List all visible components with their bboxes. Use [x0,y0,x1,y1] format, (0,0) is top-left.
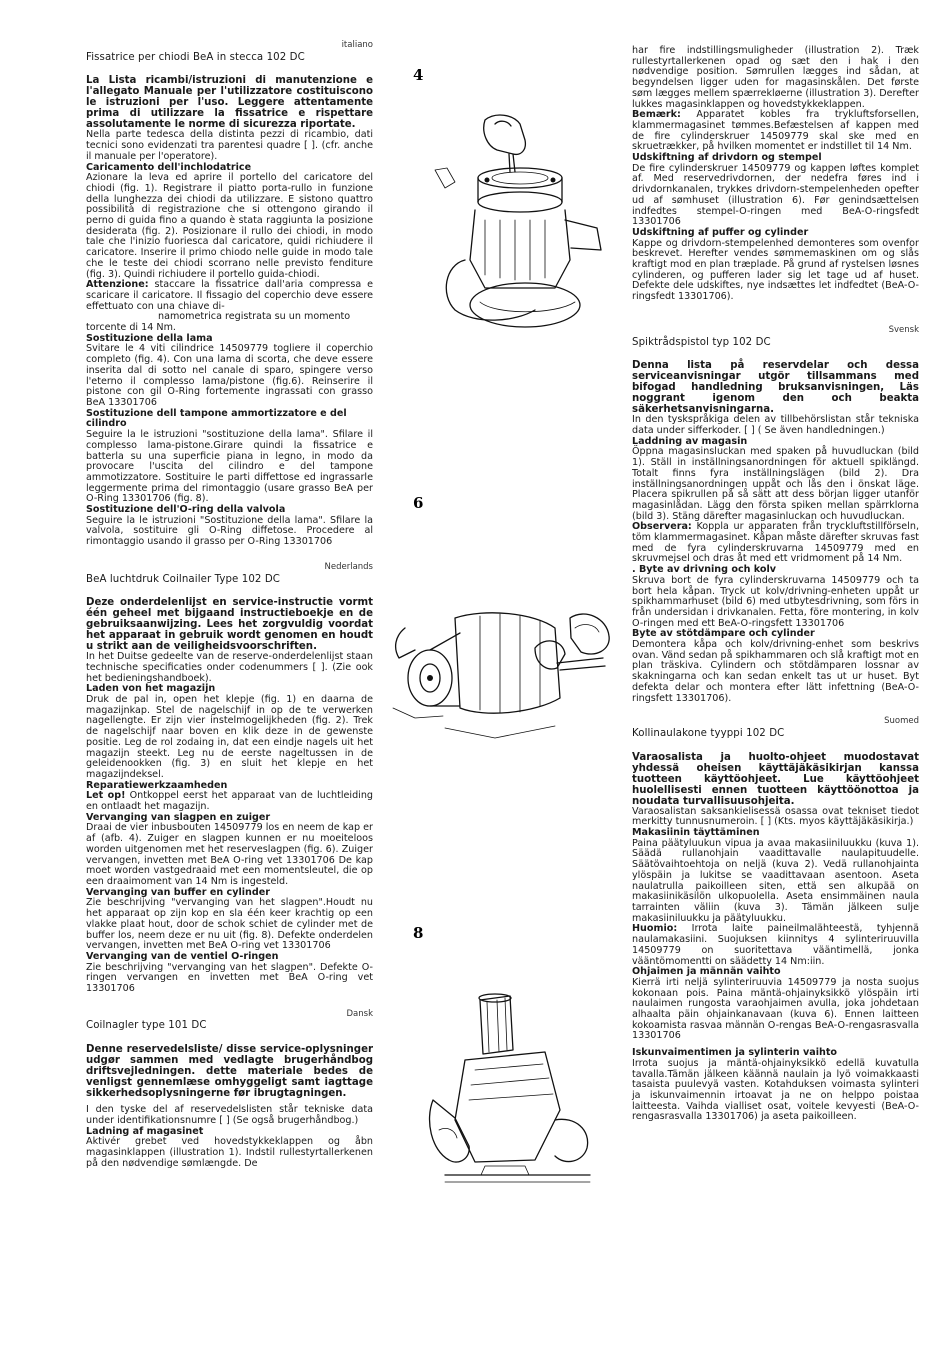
nailer-cover-removal-illustration [425,110,605,340]
heading: Caricamento dell'inchlodatrice [86,161,252,173]
paragraph: torcente di 14 Nm. [86,322,176,334]
section-svensk [632,325,919,704]
section-title: Kollinaulakone tyyppi 102 DC [632,727,785,739]
heading: Laden von het magazijn [86,683,216,695]
paragraph: I den tyske del af reservedelslisten står tekniske data under identifikationsnumre [ ] (Se også brugerhåndbog.) [86,1104,373,1126]
paragraph: Zie beschrijving "vervanging van het slagpen". Defekte O-ringen vervangen en invetten met BeA O-ring vet 13301706 [86,961,373,995]
heading: Iskunvaimentimen ja sylinterin vaihto [632,1047,837,1059]
spacer [632,303,919,325]
figure-number-6: 6 [413,494,424,512]
note-label: Bemærk: [632,109,681,121]
warning-paragraph [86,280,373,312]
intro-paragraph: La Lista ricambi/istruzioni di manutenzione e l'allegato Manuale per l'utilizzatore costituiscono le istruzioni per l'uso. Leggere attentamente prima di utilizzare la fissatrice e rispettare assolutamente le norme di sicurezza riportate. [86,75,373,131]
intro-paragraph: Denna lista på reservdelar och dessa serviceanvisningar utgör tillsammans med bifogad handledning bruksanvisningen, Läs noggrant igenom den och beakta säkerhetsanvisningarna. [632,360,919,416]
paragraph: Draai de vier inbusbouten 14509779 los en neem de kap er af (afb. 4). Zuiger en slagpen kunnen er nu moeiteloos worden uitgenomen met het reserveslagpen (fig. 6). Zuiger vervangen, invetten met BeA O-ring vet 13301706 De kap moet worden vastgedraaid met een momentsleutel, die op een draaimoment van 14 Nm is ingesteld. [86,822,373,887]
heading: Sostituzione dell'O-ring della valvola [86,504,286,516]
right-column [632,46,919,1123]
paragraph: Kierrä irti neljä sylinteriruuvia 14509779 ja nosta suojus kokonaan pois. Paina mäntä-ohjainyksikkö ylöspäin irti naulaimen rungosta varaohjaimen avulla, joka johdetaan alhaalta päin ohjainkanavaan (kuva 6). Ennen laitteen kokoamista rasvaa männän O-rengas BeA-O-rengasrasvalla 13301706 [632,976,919,1042]
language-label: Svensk [888,324,919,335]
figure-number-8: 8 [413,924,424,942]
paragraph: Aktivér grebet ved hovedstykkeklappen og åbn magasinklappen (illustration 1). Indstil rullestyrtallerkenen på den nødvendige sømlængde. De [86,1136,373,1169]
section-suomi [632,716,919,1123]
heading: Ohjaimen ja männän vaihto [632,966,781,978]
note-text: Irrota laite paineilmalähteestä, tyhjennä naulamakasiini. Suojuksen kiinnitys 4 sylinteriruuvilla 14509779 on suoritettava vääntimellä, jonka vääntömomentti on säädetty 14 Nm:iin. [632,923,919,967]
paragraph: Paina päätyluukun vipua ja avaa makasiiniluukku (kuva 1). Säädä rullanohjain vaadittavalle naulapituudelle. Säätövaihtoehtoja on neljä (kuva 2). Vedä rullanohjainta ylöspäin ja lukitse se vaadittavaan asentoon. Aseta naulatrulla paikoilleen siten, että sen alkupää on makasiinikäsilön ulkopuolella. Aseta ensimmäinen naula tarrainten väliin (kuva 3). Tämän jälkeen sulje makasiiniluukku ja päätyluukku. [632,837,919,924]
note-paragraph [632,110,919,153]
intro-paragraph: Varaosalista ja huolto-ohjeet muodostavat yhdessä oheisen käyttäjäkäsikirjan kanssa tuotteen käyttöohjeet. Lue käyttöohjeet huolellisesti ennen tuotteen käyttöönottoa ja noudata turvallisuusohjeita. [632,751,919,807]
section-title: Spiktrådspistol typ 102 DC [632,336,771,348]
paragraph: In het Duitse gedeelte van de reserve-onderdelenlijst staan technische specificaties onder codenummers [ ]. (Zie ook het bedieningshandboek). [86,651,373,684]
heading: Sostituzione dell tampone ammortizzatore e del cilindro [86,407,347,430]
figure-column [385,40,615,1340]
section-nederlands [86,562,373,995]
paragraph: Irrota suojus ja mäntä-ohjainyksikkö edellä kuvatulla tavalla.Tämän jälkeen käännä naulain ja lyö voimakkaasti tasaista puulevyä vasten. Kotahduksen voimasta sylinteri ja iskunvaimennin irtoavat ja ne on helppo poistaa laitteesta. Vaihda vialliset osat, voitele kevyesti (BeA-O-rengasrasvalla 13301706) ja aseta paikoilleen. [632,1057,919,1123]
warning-label: Attenzione: [86,279,149,291]
heading: Sostituzione della lama [86,332,213,344]
spacer [86,548,373,562]
paragraph: Zie beschrijving "vervanging van het slagpen".Houdt nu het apparaat op zijn kop en sla één keer krachtig op een vlakke plaat hout, door de schok schiet de cylinder met de buffer los, neem deze er nu uit (fig. 8). Defekte onderdelen vervangen, invetten met BeA O-ring vet 13301706 [86,897,373,952]
note-label: Observera: [632,521,692,533]
intro-paragraph: Denne reservedelsliste/ disse service-oplysninger udgør sammen med vedlagte brugerhåndbog driftsvejledningen. dette materiale bedes de venligst gennemlæse omhyggeligt samt iagttage sikkerhedsoplysningerne før ibrugtagningen. [86,1044,373,1100]
heading: Vervanging van slagpen en zuiger [86,811,271,823]
paragraph: Seguire la le istruzioni "sostituzione della lama". Sfilare il complesso lama-pistone.Girare quindi la fissatrice e batterla su una superficie piana in legno, in modo da provocare l'uscita del cilindro e del tampone ammotizzatore. Sostituire le parti diffettose ed ingrassarle leggermente prima del rimontaggio (usare grasso BeA per O-Ring 13301706 (fig. 8). [86,429,373,505]
note-text: Koppla ur apparaten från tryckluftstillförseln, töm klammermagasinet. Kåpan måste därefter skruvas fast med de fyra cylinderskruvarna 14509779 med en skruvmejsel och dras åt med ett vridmoment på 14 Nm. [632,521,919,565]
language-label: italiano [341,40,373,50]
heading: Reparatiewerkzaamheden [86,779,228,791]
section-dansk [86,1009,373,1170]
warning-text: staccare la fissatrice dall'aria compressa e scaricare il caricatore. Il fissagio del coperchio deve essere effettuato con una chiave di- [86,279,373,312]
indented-line: namometrica registrata su un momento [158,311,351,323]
spacer [632,704,919,716]
section-title: BeA luchtdruk Coilnailer Type 102 DC [86,573,280,585]
paragraph: Öppna magasinsluckan med spaken på huvudluckan (bild 1). Ställ in inställningsanordningen för aktuell spiklängd. Totalt finns fyra inställningslägen (bild 2). Dra inställningsanordningen uppåt och lås den i önskat läge. Placera spikrullen på så sätt att dess början ligger utanför magasinlådan. Lägg den första spiken mellan spärrklorna (bild 3). Stäng därefter magasinluckan och huvudluckan. [632,446,919,522]
warning-text: Ontkoppel eerst het apparaat van de luchtleiding en ontlaadt het magazijn. [86,790,373,813]
heading: Udskiftning af puffer og cylinder [632,226,809,238]
driver-piston-removal-illustration [385,588,615,758]
spacer [86,995,373,1009]
figure-number-4: 4 [413,66,424,84]
warning-paragraph [86,791,373,812]
heading: . Byte av drivning och kolv [632,564,777,576]
warning-label: Let op! [86,790,126,802]
intro-paragraph: Deze onderdelenlijst en service-instructie vormt één geheel met bijgaand instructieboekje en de gebruiksaanwijzing. Lees het zorgvuldig voordat het apparaat in gebruik wordt genomen en houdt u strikt aan de veiligheidsvoorschriften. [86,597,373,653]
paragraph: har fire indstillingsmuligheder (illustration 2). Træk rullestyrtallerkenen opad og sæt den i hak i den nødvendige position. Sømrullen lægges ind sådan, at begyndelsen ligger uden for magasinskålen. Det første søm lægges mellem spærrekløerne (illustration 3). Derefter lukkes magasinklappen og hovedstykkeklappen. [632,45,919,110]
paragraph: Druk de pal in, open het klepje (fig. 1) en daarna de magazijnkap. Stel de nagelschijf in op de te verwerken nagellengte. Er zijn vier instelmogelijkheden (fig. 2). Trek de nagelschijf naar boven en klik deze in de gewenste positie. Leg de rol zodaing in, dat een eindje nagels uit het magazijn steekt. Leg nu de eerste nageltussen in de geleidenookken (fig. 3) en sluit het klepje en het magazijndeksel. [86,694,373,780]
paragraph: In den tyskspråkiga delen av tillbehörslistan står tekniska data under sifferkoder. [ ] ( Se även handledningen.) [632,414,919,436]
paragraph: Azionare la leva ed aprire il portello del caricatore del chiodi (fig. 1). Registrare il piatto porta-rullo in funzione della lunghezza dei chiodi da utilizzare. E sistono quattro possibilità di registrazione che si ottengono girando il perno di guida fino a quando è stata raggiunta la posizione desiderata (fig. 2). Posizionare il rullo dei chiodi, in modo tale che l'inizio fuoriesca dal caricatore, quidi richiudere il caricatore. Inserire il primo chiodo nelle guide in modo tale che le teste dei chiodi scorrano nelle previsto fenditure (fig. 3). Quindi richiudere il portello guida-chiodi. [86,172,373,280]
paragraph: De fire cylinderskruer 14509779 og kappen løftes komplet af. Med reservedrivdornen, der nedefra føres ind i drivdornkanalen, trykkes drivdorn-stempelenheden opefter ud af sømhuset (illustration 6). Før genindsættelsen indfedtes stempel-O-ringen med BeA-O-ringsfedt 13301706 [632,162,919,228]
language-label: Dansk [346,1008,373,1019]
heading: Vervanging van de ventiel O-ringen [86,950,279,962]
section-title: Coilnagler type 101 DC [86,1020,207,1032]
paragraph: Svitare le 4 viti cilindrice 14509779 togliere il coperchio completo (fig. 4). Con una lama di scorta, che deve essere inserita dal di sotto nel canale di sparo, spingere verso l'eterno il complesso lama/pistone (fig.6). Reinserire il pistone con gil O-Ring fortemente ingrassati con grasso BeA 13301706 [86,343,373,408]
paragraph: Demontera kåpa och kolv/drivning-enhet som beskrivs ovan. Vänd sedan på spikhammaren och slå kraftigt mot en plan träskiva. Cylindern och stötdämparen lossnar av skakningarna och kan sedan enkelt tas ut ur huset. Byt defekta delar och montera efter lätt infettning (BeA-O-ringsfett 13301706). [632,639,919,704]
language-label: Nederlands [324,561,373,572]
note-label: Huomio: [632,923,678,935]
paragraph: Skruva bort de fyra cylinderskruvarna 14509779 och ta bort hela kåpan. Tryck ut kolv/drivning-enheten uppåt ur spikhammarhuset (bild 6) med utbytesdrivning, som förs in från undersidan i drivkanalen. Fetta, före montering, in kolv O-ringen med ett BeA-O-ringsfett 13301706 [632,574,919,629]
note-text: Apparatet kobles fra trykluftsforsellen, klammermagasinet tømmes.Befæstelsen af kappen med de fire cylinderskruer 14509779 skal ske med en skruetrækker, på hvilken momentet er indstillet til 14 Nm. [632,109,919,153]
left-column [86,40,373,1169]
paragraph: Nella parte tedesca della distinta pezzi di ricambio, dati tecnici sono evidenzati tra parentesi quadre [ ]. (cfr. anche il manuale per l'operatore). [86,129,373,162]
cylinder-buffer-removal-illustration [425,990,595,1190]
heading: Vervanging van buffer en cylinder [86,886,270,898]
paragraph: Varaosalistan saksankielisessä osassa ovat tekniset tiedot merkitty tunnusnumeroin. [ ] (Kts. myos käyttäjäkäsikirja.) [632,805,919,828]
paragraph: Seguire la le istruzioni "Sostituzione della lama". Sfilare la valvola, sostituire gli O-Ring diffetose. Procedere al rimontaggio usando il grasso per O-Ring 13301706 [86,514,373,548]
heading: Ladning af magasinet [86,1125,204,1137]
section-dansk-continued [632,46,919,303]
section-title: Fissatrice per chiodi BeA in stecca 102 DC [86,51,305,63]
heading: Byte av stötdämpare och cylinder [632,628,815,640]
heading: Udskiftning af drivdorn og stempel [632,152,822,164]
section-italiano [86,40,373,548]
note-paragraph [632,522,919,565]
paragraph: Kappe og drivdorn-stempelenhed demonteres som ovenfor beskrevet. Herefter vendes sømmemaskinen om og slås kraftigt mod en plan træplade. På grund af rystelsen løsnes cylinderen, og pufferen lader sig let tage ud af huset. Defekte dele udskiftes, nye indsættes let indfedtet (BeA-O-ringsfedt 13301706). [632,237,919,303]
heading: Makasiinin täyttäminen [632,827,760,839]
note-paragraph [632,924,919,967]
heading: Laddning av magasin [632,435,748,447]
language-label: Suomed [884,716,919,727]
